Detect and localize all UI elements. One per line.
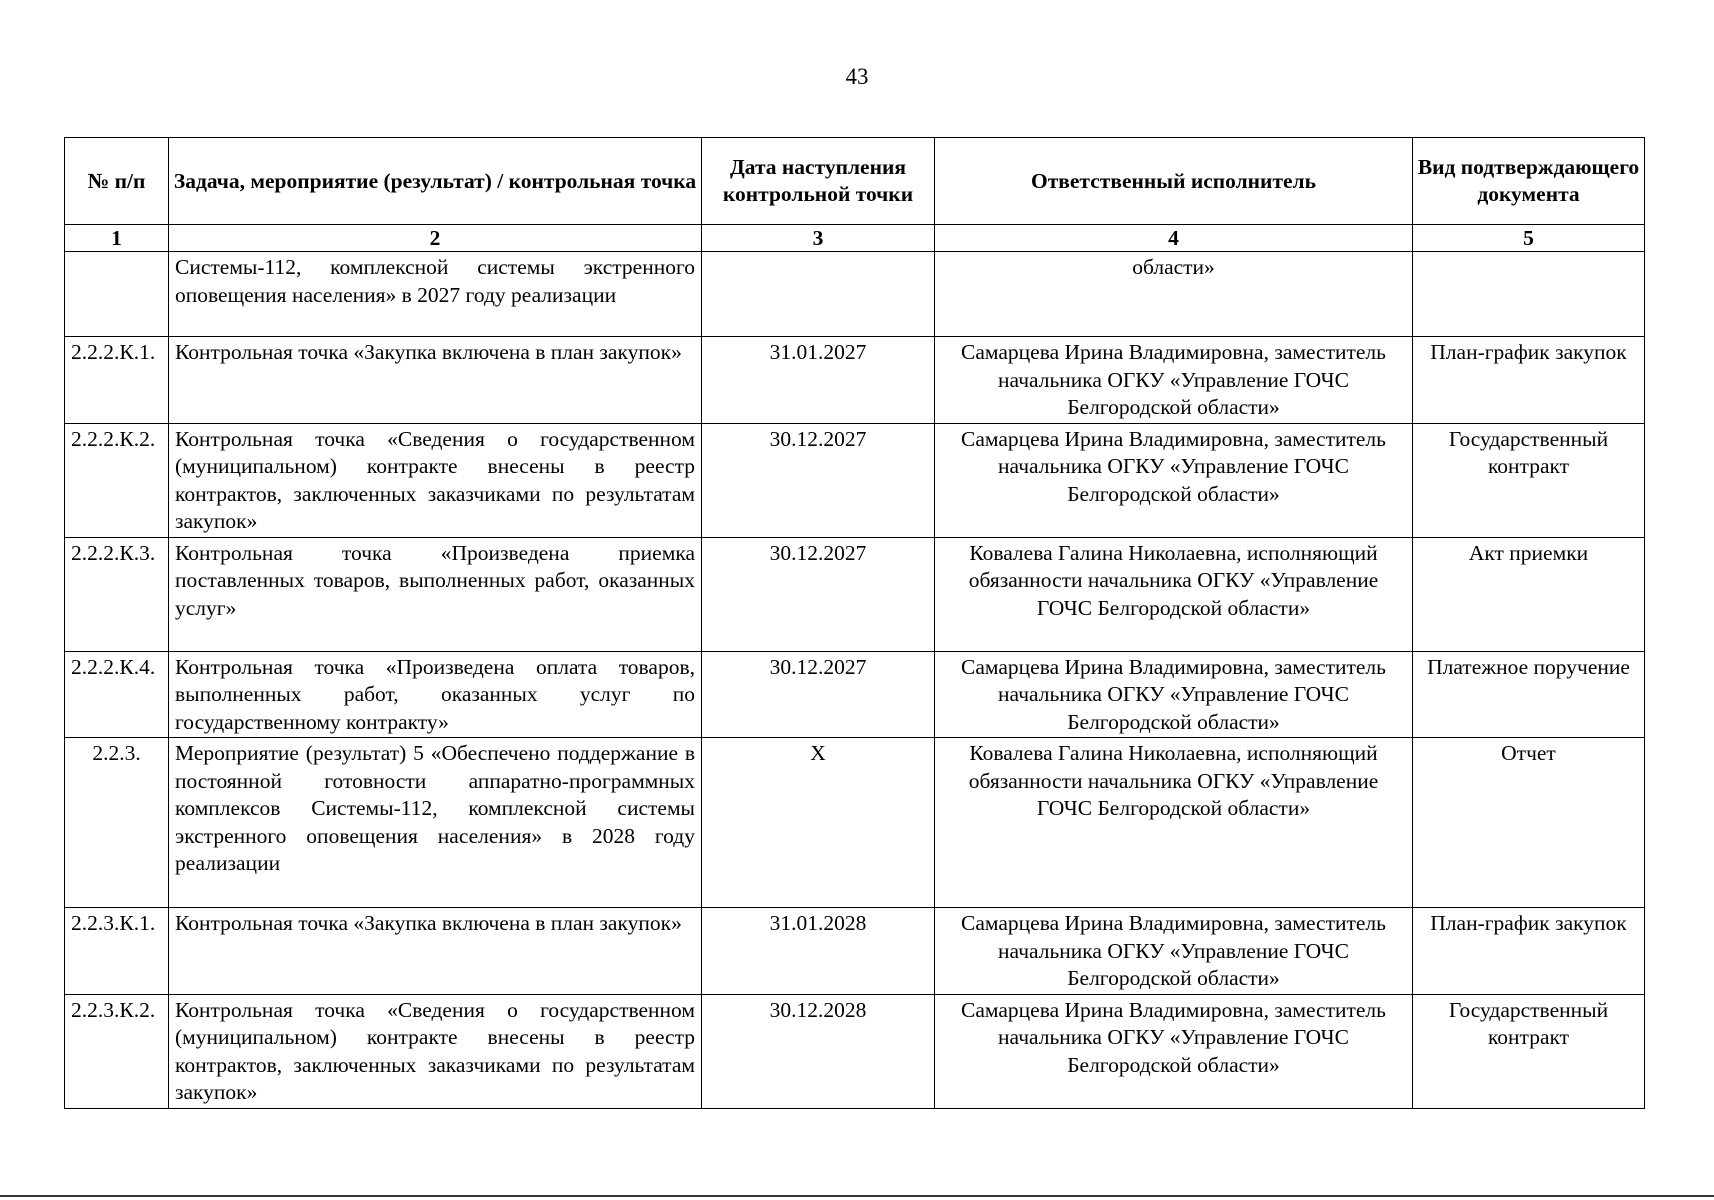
table-row (65, 423, 1645, 537)
row-executor: Самарцева Ирина Владимировна, заместитель начальника ОГКУ «Управление ГОЧС Белгородской области» (935, 908, 1413, 995)
row-number: 2.2.3.К.1. (65, 908, 169, 995)
row-document: План-график закупок (1413, 908, 1645, 995)
row-date: 31.01.2028 (702, 908, 935, 995)
row-document: Государственный контракт (1413, 423, 1645, 537)
row-number: 2.2.2.К.3. (65, 537, 169, 651)
checkpoints-table (64, 137, 1645, 1109)
header-date: Дата наступления контрольной точки (702, 138, 935, 225)
row-document (1413, 252, 1645, 337)
header-task: Задача, мероприятие (результат) / контрольная точка (169, 138, 702, 225)
row-document: Платежное поручение (1413, 651, 1645, 738)
row-executor: Самарцева Ирина Владимировна, заместитель начальника ОГКУ «Управление ГОЧС Белгородской области» (935, 423, 1413, 537)
column-number: 5 (1413, 225, 1645, 252)
table-row (65, 537, 1645, 651)
row-task: Мероприятие (результат) 5 «Обеспечено поддержание в постоянной готовности аппаратно-программных комплексов Системы-112, комплексной системы экстренного оповещения населения» в 2028 году реализации (169, 738, 702, 908)
header-document: Вид подтверждающего документа (1413, 138, 1645, 225)
table-row (65, 994, 1645, 1108)
row-number: 2.2.2.К.1. (65, 337, 169, 424)
row-executor: Самарцева Ирина Владимировна, заместитель начальника ОГКУ «Управление ГОЧС Белгородской области» (935, 337, 1413, 424)
column-number: 1 (65, 225, 169, 252)
row-document: План-график закупок (1413, 337, 1645, 424)
header-row (65, 138, 1645, 225)
row-date: 30.12.2027 (702, 423, 935, 537)
row-document: Отчет (1413, 738, 1645, 908)
row-task: Контрольная точка «Сведения о государственном (муниципальном) контракте внесены в реестр контрактов, заключенных заказчиками по результатам закупок» (169, 423, 702, 537)
row-date: 30.12.2028 (702, 994, 935, 1108)
header-number: № п/п (65, 138, 169, 225)
row-date (702, 252, 935, 337)
row-executor: Самарцева Ирина Владимировна, заместитель начальника ОГКУ «Управление ГОЧС Белгородской области» (935, 994, 1413, 1108)
row-executor: Ковалева Галина Николаевна, исполняющий обязанности начальника ОГКУ «Управление ГОЧС Белгородской области» (935, 537, 1413, 651)
row-task: Контрольная точка «Сведения о государственном (муниципальном) контракте внесены в реестр контрактов, заключенных заказчиками по результатам закупок» (169, 994, 702, 1108)
row-document: Государственный контракт (1413, 994, 1645, 1108)
column-number: 4 (935, 225, 1413, 252)
row-number: 2.2.3.К.2. (65, 994, 169, 1108)
row-task: Контрольная точка «Произведена приемка поставленных товаров, выполненных работ, оказанных услуг» (169, 537, 702, 651)
table-row (65, 908, 1645, 995)
scan-border-line (0, 1195, 1714, 1197)
row-executor: Самарцева Ирина Владимировна, заместитель начальника ОГКУ «Управление ГОЧС Белгородской области» (935, 651, 1413, 738)
row-task: Контрольная точка «Закупка включена в план закупок» (169, 337, 702, 424)
column-number-row (65, 225, 1645, 252)
row-task: Контрольная точка «Произведена оплата товаров, выполненных работ, оказанных услуг по государственному контракту» (169, 651, 702, 738)
row-executor: Ковалева Галина Николаевна, исполняющий обязанности начальника ОГКУ «Управление ГОЧС Белгородской области» (935, 738, 1413, 908)
row-number: 2.2.2.К.2. (65, 423, 169, 537)
page-number: 43 (845, 64, 869, 89)
table-row (65, 738, 1645, 908)
table-row (65, 252, 1645, 337)
row-number: 2.2.3. (65, 738, 169, 908)
row-document: Акт приемки (1413, 537, 1645, 651)
row-date: 31.01.2027 (702, 337, 935, 424)
row-number (65, 252, 169, 337)
row-task: Контрольная точка «Закупка включена в план закупок» (169, 908, 702, 995)
row-date: 30.12.2027 (702, 537, 935, 651)
row-task: Системы-112, комплексной системы экстренного оповещения населения» в 2027 году реализации (169, 252, 702, 337)
table-row (65, 337, 1645, 424)
row-date: 30.12.2027 (702, 651, 935, 738)
column-number: 2 (169, 225, 702, 252)
column-number: 3 (702, 225, 935, 252)
table-row (65, 651, 1645, 738)
header-executor: Ответственный исполнитель (935, 138, 1413, 225)
row-executor: области» (935, 252, 1413, 337)
row-number: 2.2.2.К.4. (65, 651, 169, 738)
row-date: Х (702, 738, 935, 908)
